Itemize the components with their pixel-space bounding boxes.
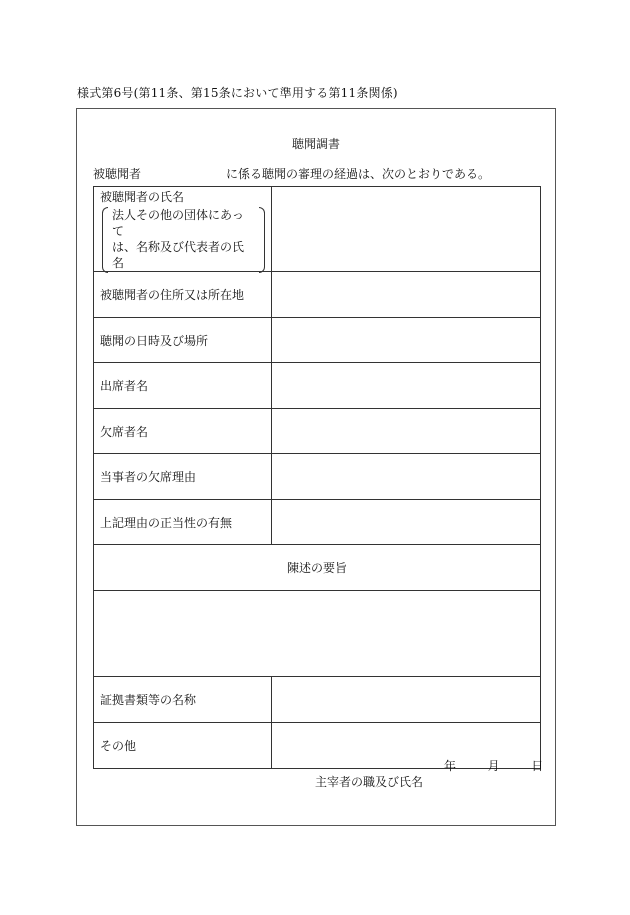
row-label-address: 被聴聞者の住所又は所在地 xyxy=(94,272,272,318)
table-row xyxy=(94,318,541,363)
value-cell-evidence[interactable] xyxy=(272,677,541,723)
form-frame xyxy=(76,108,556,826)
table-row xyxy=(94,187,541,272)
value-cell-name[interactable] xyxy=(272,187,541,272)
document-title: 聴聞調書 xyxy=(291,137,340,151)
date-line xyxy=(444,757,543,774)
row-label-absence-reason: 当事者の欠席理由 xyxy=(94,454,272,500)
party-sentence: に係る聴聞の審理の経過は、次のとおりである。 xyxy=(226,167,491,181)
row-label-datetime-place: 聴聞の日時及び場所 xyxy=(94,318,272,363)
row-label-absentees: 欠席者名 xyxy=(94,409,272,454)
date-month: 月 xyxy=(487,759,500,773)
table-row xyxy=(94,591,541,677)
date-year: 年 xyxy=(444,759,457,773)
table-row xyxy=(94,545,541,591)
date-day: 日 xyxy=(531,759,544,773)
row-label-reason-validity: 上記理由の正当性の有無 xyxy=(94,500,272,545)
row-label-attendees: 出席者名 xyxy=(94,363,272,409)
hearing-record-table xyxy=(93,186,541,769)
table-row xyxy=(94,409,541,454)
row-label-other: その他 xyxy=(94,723,272,769)
section-header-statement-summary: 陳述の要旨 xyxy=(94,545,541,591)
name-note-line2: は、名称及び代表者の氏名 xyxy=(112,240,245,270)
value-cell-absence-reason[interactable] xyxy=(272,454,541,500)
table-row xyxy=(94,454,541,500)
value-cell-reason-validity[interactable] xyxy=(272,500,541,545)
table-row xyxy=(94,363,541,409)
form-number-label: 様式第6号(第11条、第15条において準用する第11条関係) xyxy=(77,86,398,100)
table-row xyxy=(94,677,541,723)
name-note-bracket xyxy=(102,207,265,271)
presiding-officer-label: 主宰者の職及び氏名 xyxy=(315,775,424,789)
value-cell-datetime-place[interactable] xyxy=(272,318,541,363)
table-row xyxy=(94,272,541,318)
row-label-name xyxy=(94,187,272,272)
value-cell-absentees[interactable] xyxy=(272,409,541,454)
value-cell-statement-summary[interactable] xyxy=(94,591,541,677)
table-row xyxy=(94,500,541,545)
value-cell-address[interactable] xyxy=(272,272,541,318)
value-cell-attendees[interactable] xyxy=(272,363,541,409)
row-label-evidence: 証拠書類等の名称 xyxy=(94,677,272,723)
party-label: 被聴聞者 xyxy=(93,167,142,181)
name-note-line1: 法人その他の団体にあって xyxy=(112,208,244,238)
name-label: 被聴聞者の氏名 xyxy=(100,190,185,204)
